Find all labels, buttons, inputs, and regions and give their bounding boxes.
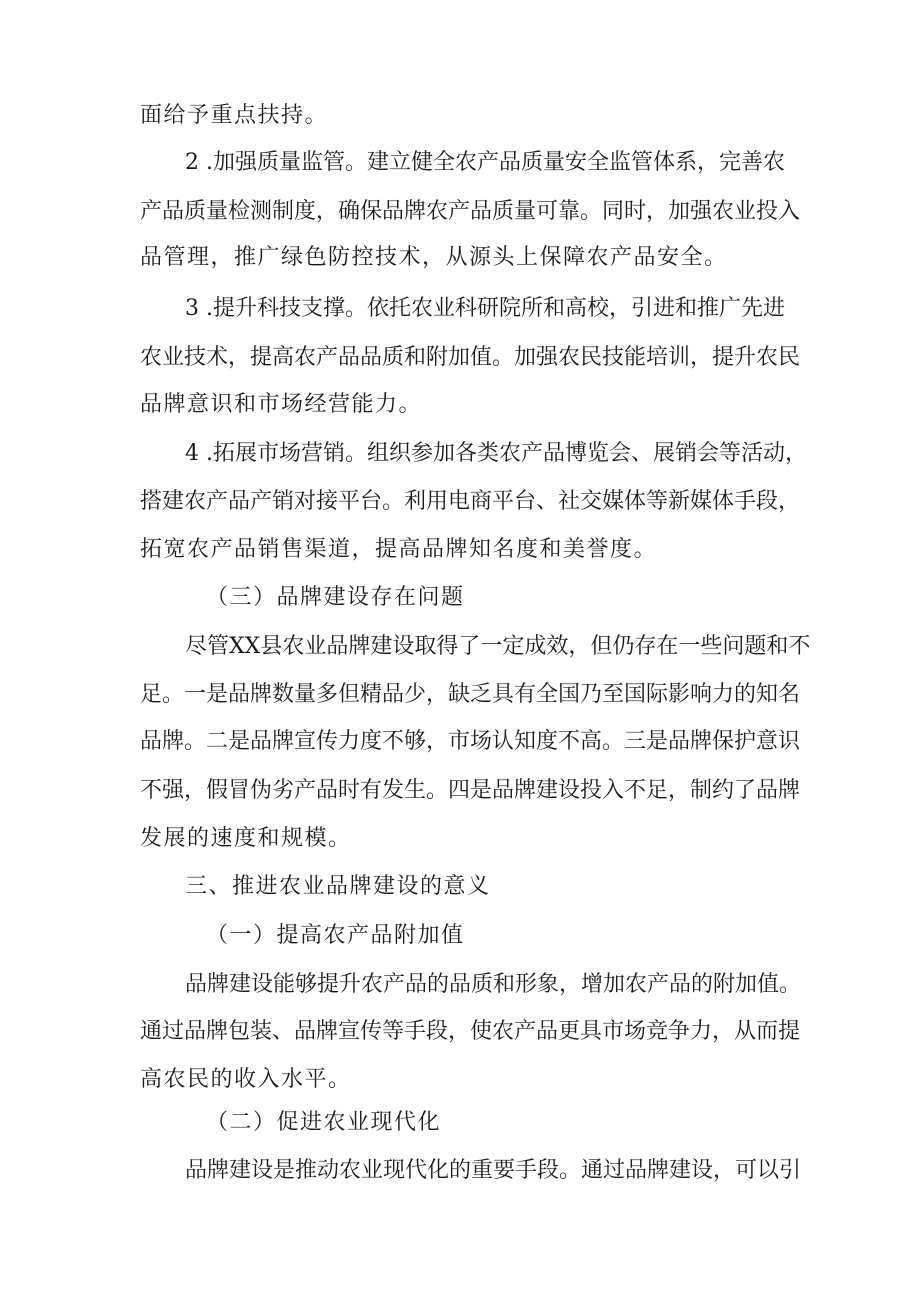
paragraph-line: 发展的速度和规模。 xyxy=(140,826,352,851)
list-item-3-line: 3 .提升科技支撑。依托农业科研院所和高校，引进和推广先进 xyxy=(185,296,785,321)
paragraph-line: 搭建农产品产销对接平台。利用电商平台、社交媒体等新媒体手段， xyxy=(140,489,801,514)
list-item-4-line: 4 .拓展市场营销。组织参加各类农产品博览会、展销会等活动， xyxy=(185,441,807,466)
section-heading: （二）促进农业现代化 xyxy=(206,1110,442,1135)
list-item-2-line: 2 .加强质量监管。建立健全农产品质量安全监管体系，完善农 xyxy=(185,150,785,175)
paragraph-line: 品牌建设是推动农业现代化的重要手段。通过品牌建设，可以引 xyxy=(185,1158,802,1183)
section-heading: （一）提高农产品附加值 xyxy=(206,923,465,948)
paragraph-line: 高农民的收入水平。 xyxy=(140,1067,352,1092)
paragraph-line: 品管理，推广绿色防控技术，从源头上保障农产品安全。 xyxy=(140,245,728,270)
paragraph-line: 农业技术，提高农产品品质和附加值。加强农民技能培训，提升农民 xyxy=(140,345,801,370)
paragraph-line: 不强，假冒伪劣产品时有发生。四是品牌建设投入不足，制约了品牌 xyxy=(140,778,801,803)
paragraph-line: 品牌意识和市场经营能力。 xyxy=(140,392,423,417)
paragraph-line: 品牌建设能够提升农产品的品质和形象，增加农产品的附加值。 xyxy=(185,972,802,997)
paragraph-line: 品牌。二是品牌宣传力度不够，市场认知度不高。三是品牌保护意识 xyxy=(140,729,801,754)
paragraph-line: 面给予重点扶持。 xyxy=(140,103,329,128)
paragraph-line: 尽管XX县农业品牌建设取得了一定成效，但仍存在一些问题和不 xyxy=(185,634,811,659)
paragraph-line: 通过品牌包装、品牌宣传等手段，使农产品更具市场竞争力，从而提 xyxy=(140,1019,801,1044)
chapter-heading: 三、推进农业品牌建设的意义 xyxy=(185,874,491,899)
section-heading: （三）品牌建设存在问题 xyxy=(206,585,465,610)
paragraph-line: 足。一是品牌数量多但精品少，缺乏具有全国乃至国际影响力的知名 xyxy=(140,682,801,707)
paragraph-line: 拓宽农产品销售渠道，提高品牌知名度和美誉度。 xyxy=(140,537,658,562)
paragraph-line: 产品质量检测制度，确保品牌农产品质量可靠。同时，加强农业投入 xyxy=(140,199,801,224)
